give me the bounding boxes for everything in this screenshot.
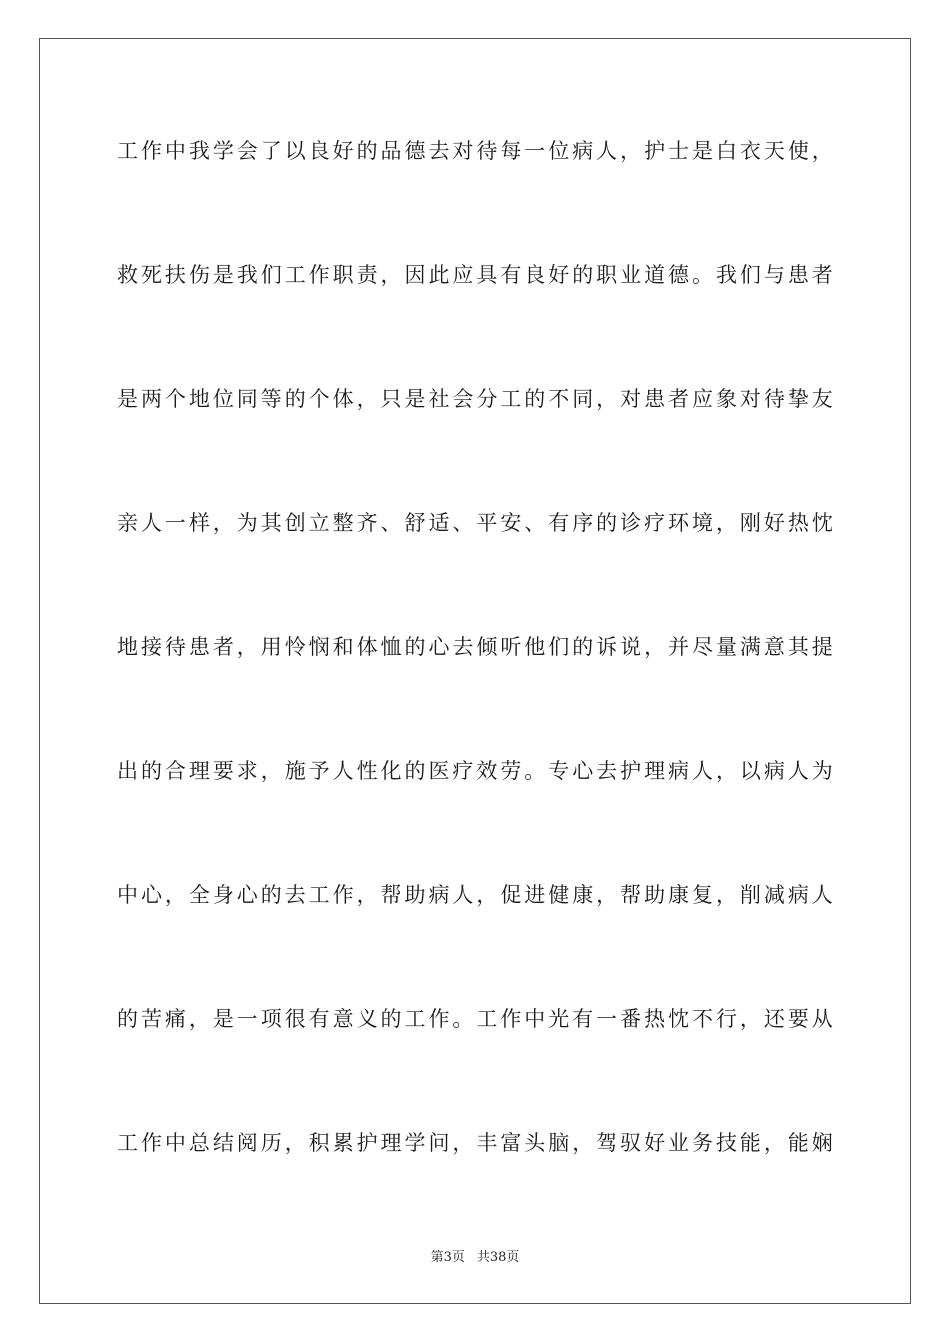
text-line: 中心，全身心的去工作，帮助病人，促进健康，帮助康复，削减病人 (117, 883, 833, 907)
page-number: 第3页 (430, 1250, 465, 1265)
page-footer (0, 1246, 950, 1265)
page-border (39, 38, 911, 1304)
text-line: 亲人一样，为其创立整齐、舒适、平安、有序的诊疗环境，刚好热忱 (117, 511, 833, 535)
text-line: 救死扶伤是我们工作职责，因此应具有良好的职业道德。我们与患者 (117, 263, 833, 287)
text-line: 的苦痛，是一项很有意义的工作。工作中光有一番热忱不行，还要从 (117, 1007, 833, 1031)
text-line: 工作中我学会了以良好的品德去对待每一位病人，护士是白衣天使， (117, 139, 833, 163)
text-line: 地接待患者，用怜悯和体恤的心去倾听他们的诉说，并尽量满意其提 (117, 635, 833, 659)
text-line: 工作中总结阅历，积累护理学问，丰富头脑，驾驭好业务技能，能娴 (117, 1131, 833, 1155)
text-line: 是两个地位同等的个体，只是社会分工的不同，对患者应象对待挚友 (117, 387, 833, 411)
page-total: 共38页 (476, 1250, 520, 1265)
text-line: 出的合理要求，施予人性化的医疗效劳。专心去护理病人，以病人为 (117, 759, 833, 783)
